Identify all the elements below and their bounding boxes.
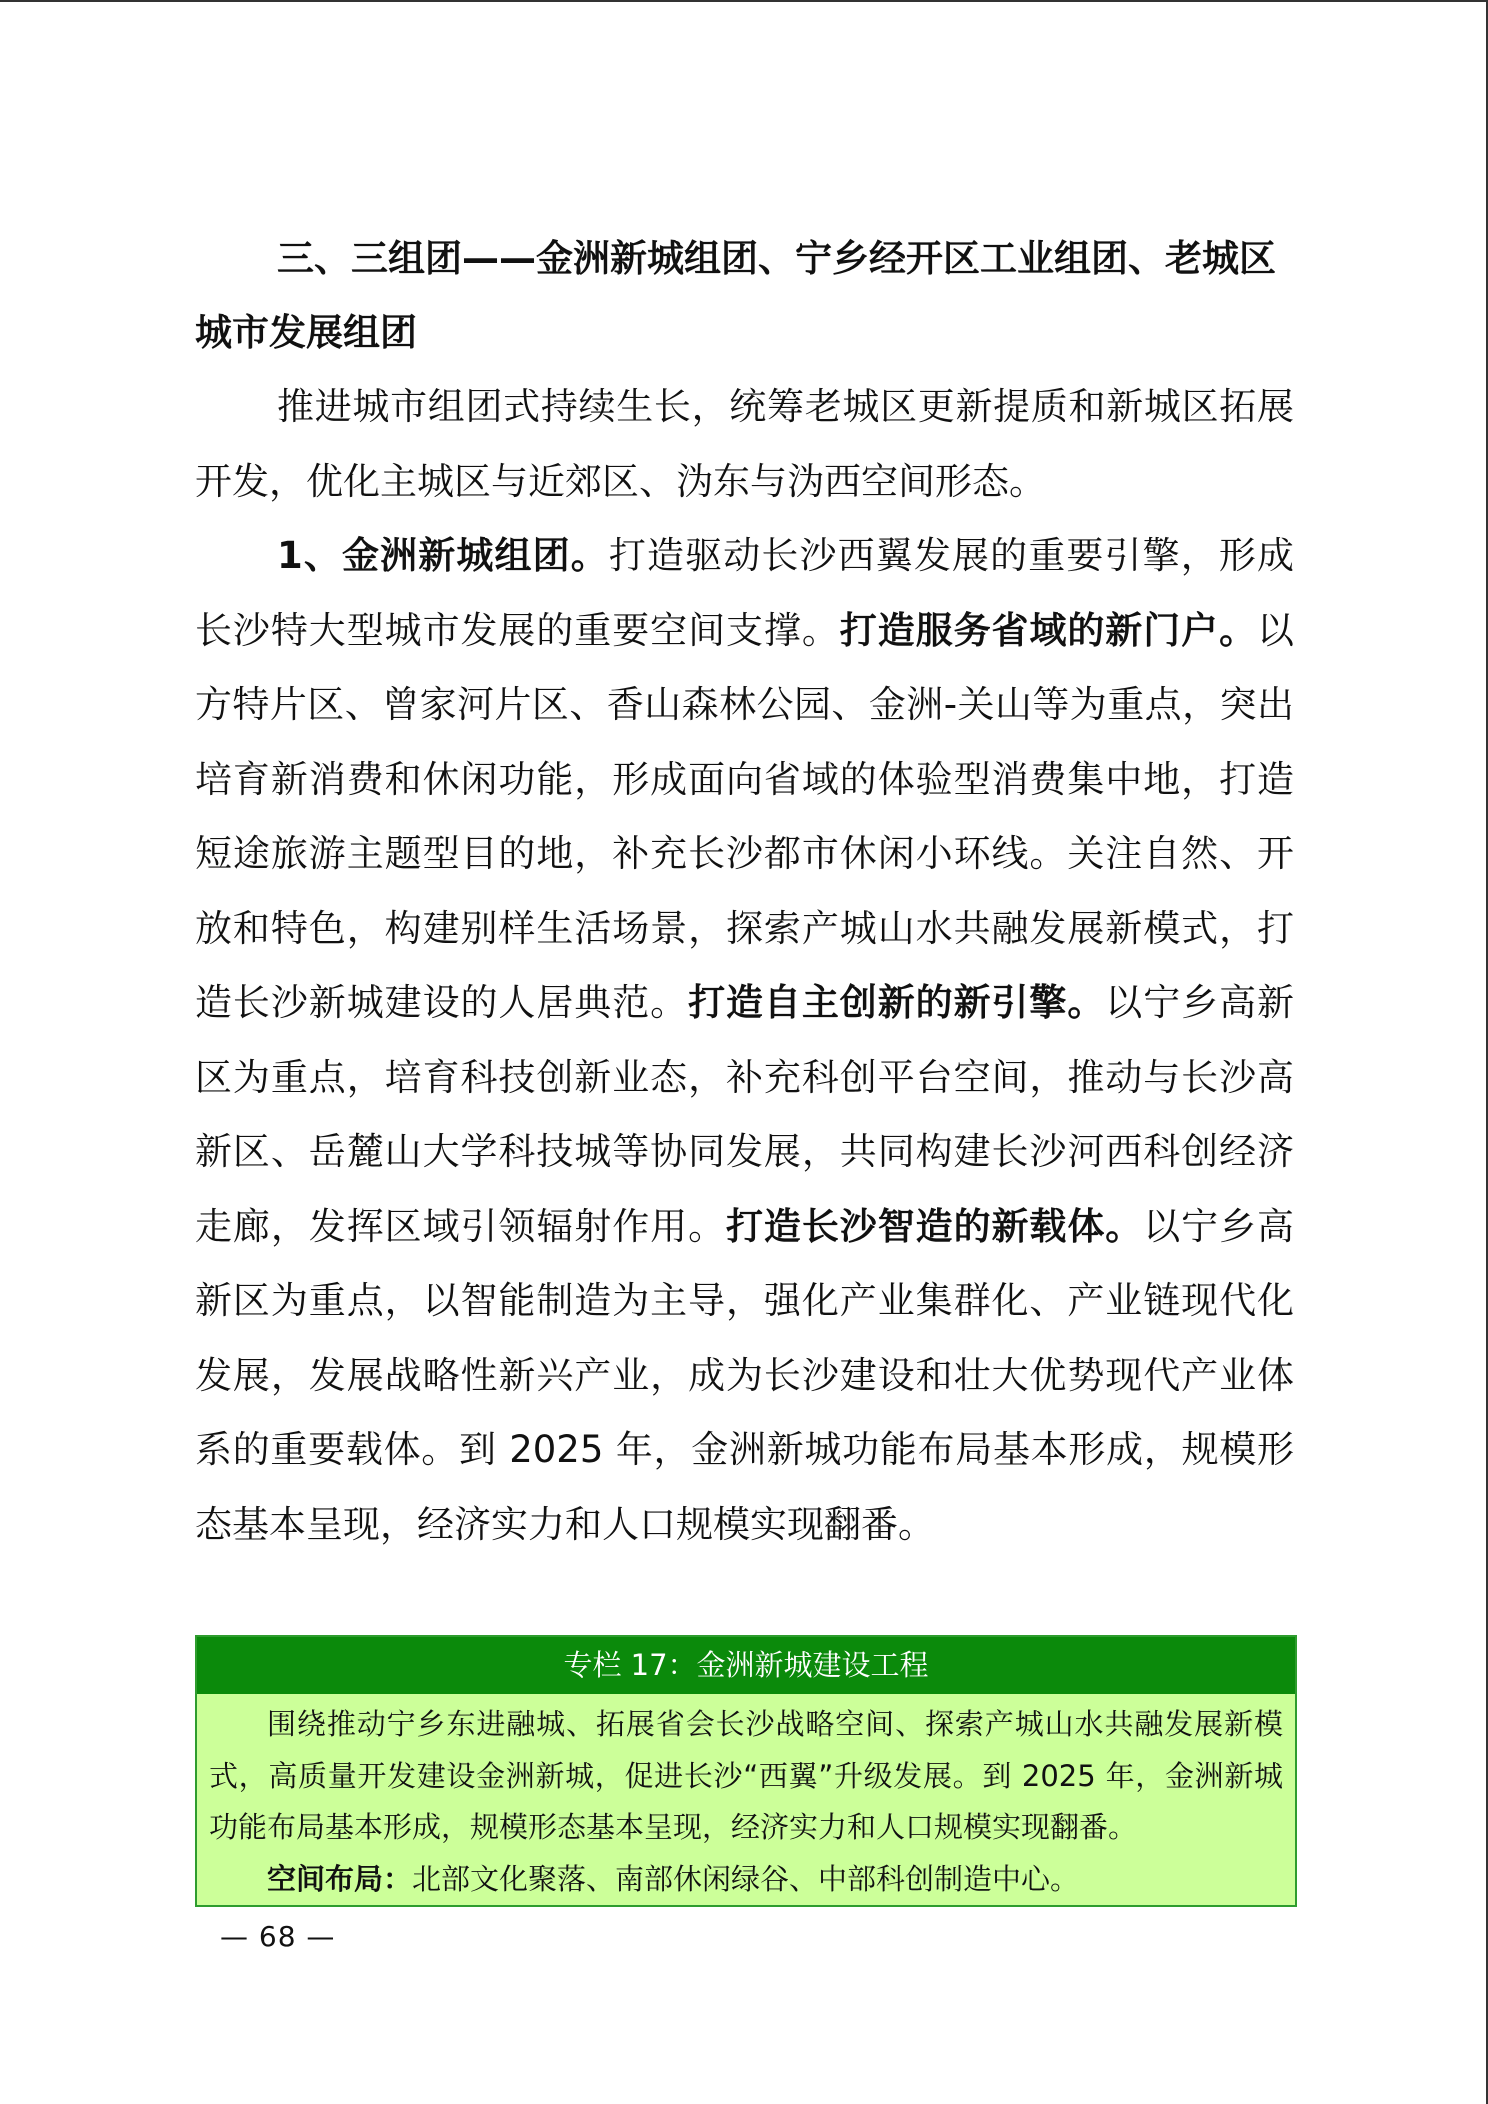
jinzhou-heading: 1、金洲新城组团。 <box>277 534 609 577</box>
paragraph-text-3: 以宁乡高新区为重点，培育科技创新业态，补充科创平台空间，推动与长沙高新区、岳麓山大学科技城等协同发展，共同构建长沙河西科创经济走廊，发挥区域引领辐射作用。 <box>195 981 1295 1248</box>
column-box <box>195 1635 1297 1907</box>
column-box-layout-label: 空间布局： <box>267 1861 413 1896</box>
page-border-top <box>0 0 1488 2</box>
column-box-body <box>197 1694 1295 1905</box>
paragraph-text-1: 打造驱动长沙西翼发展的重要引擎，形成长沙特大型城市发展的重要空间支撑。 <box>195 534 1294 652</box>
document-body <box>195 222 1294 1562</box>
column-box-layout-text: 北部文化聚落、南部休闲绿谷、中部科创制造中心。 <box>412 1861 1080 1896</box>
bold-phrase-carrier: 打造长沙智造的新载体。 <box>726 1204 1144 1248</box>
jinzhou-paragraph <box>195 519 1294 1562</box>
section-title: 三、三组团——金洲新城组团、宁乡经开区工业组团、老城区城市发展组团 <box>195 237 1276 354</box>
intro-paragraph: 推进城市组团式持续生长，统筹老城区更新提质和新城区拓展开发，优化主城区与近郊区、沩东与沩西空间形态。 <box>195 385 1294 503</box>
bold-phrase-gateway: 打造服务省域的新门户。 <box>839 608 1258 652</box>
column-box-layout <box>209 1854 1283 1906</box>
paragraph-text-2: 以方特片区、曾家河片区、香山森林公园、金洲-关山等为重点，突出培育新消费和休闲功能，形成面向省域的体验型消费集中地，打造短途旅游主题型目的地，补充长沙都市休闲小环线。关注自然、开放和特色，构建别样生活场景，探索产城山水共融发展新模式，打造长沙新城建设的人居典范。 <box>195 608 1295 1024</box>
column-box-paragraph: 围绕推动宁乡东进融城、拓展省会长沙战略空间、探索产城山水共融发展新模式，高质量开发建设金洲新城，促进长沙“西翼”升级发展。到 2025 年，金洲新城功能布局基本形成，规模形态基本呈现，经济实力和人口规模实现翻番。 <box>209 1707 1283 1844</box>
page-number: — 68 — <box>220 1920 336 1953</box>
paragraph-text-4: 以宁乡高新区为重点，以智能制造为主导，强化产业集群化、产业链现代化发展，发展战略性新兴产业，成为长沙建设和壮大优势现代产业体系的重要载体。到 2025 年，金洲新城功能布局基本形成，规模形态基本呈现，经济实力和人口规模实现翻番。 <box>195 1204 1295 1546</box>
column-box-header: 专栏 17：金洲新城建设工程 <box>197 1637 1295 1694</box>
bold-phrase-engine: 打造自主创新的新引擎。 <box>688 981 1106 1024</box>
